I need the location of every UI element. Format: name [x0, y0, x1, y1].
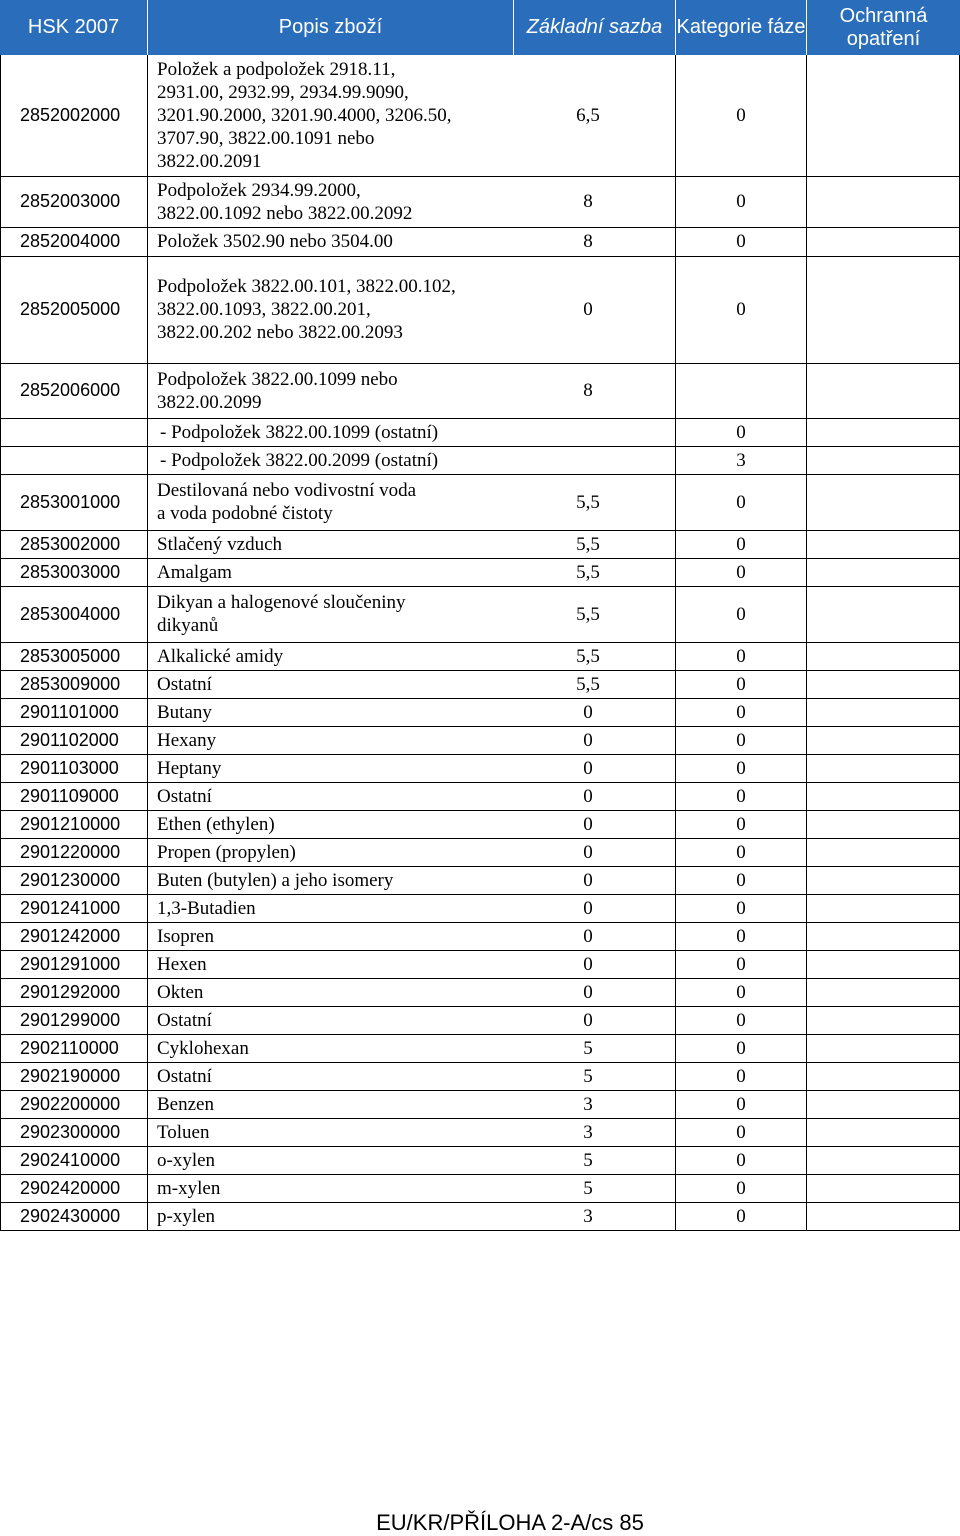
base-rate-cell: 0 — [583, 701, 593, 723]
row-divider — [0, 810, 960, 811]
category-cell: 0 — [736, 925, 746, 947]
row-divider — [0, 446, 960, 447]
description-cell: Ostatní — [157, 785, 212, 807]
row-divider — [0, 922, 960, 923]
base-rate-cell: 3 — [583, 1093, 593, 1115]
row-divider — [0, 866, 960, 867]
base-rate-cell: 0 — [583, 299, 593, 320]
category-cell: 0 — [736, 701, 746, 723]
description-cell: Buten (butylen) a jeho isomery — [157, 869, 394, 891]
category-cell: 0 — [736, 1093, 746, 1115]
category-cell: 0 — [736, 645, 746, 667]
column-divider — [147, 55, 148, 1230]
description-cell: Amalgam — [157, 561, 232, 583]
base-rate-cell: 5,5 — [576, 561, 600, 583]
row-divider — [0, 558, 960, 559]
row-divider — [0, 1090, 960, 1091]
base-rate-cell: 0 — [583, 757, 593, 779]
header-code: HSK 2007 — [27, 16, 120, 38]
header-safeguard: Ochranná opatření — [839, 4, 928, 50]
base-rate-cell: 0 — [583, 813, 593, 835]
hs-code-cell: 2901242000 — [20, 925, 121, 946]
base-rate-cell: 5,5 — [576, 673, 600, 695]
description-cell: Podpoložek 3822.00.1099 nebo — [157, 368, 398, 390]
column-divider — [0, 55, 1, 1230]
description-cell: 3822.00.2091 — [157, 151, 262, 172]
hs-code-cell: 2902110000 — [20, 1037, 119, 1058]
row-divider — [0, 256, 960, 257]
hs-code-cell: 2901103000 — [20, 757, 119, 778]
base-rate-cell: 0 — [583, 785, 593, 807]
row-divider — [0, 978, 960, 979]
hs-code-cell: 2901291000 — [20, 953, 121, 974]
description-cell: Položek 3502.90 nebo 3504.00 — [157, 231, 393, 252]
description-cell: Stlačený vzduch — [157, 533, 283, 555]
description-cell: 3707.90, 3822.00.1091 nebo — [157, 128, 375, 149]
category-cell: 0 — [736, 491, 746, 513]
header-base-rate: Základní sazba — [526, 16, 663, 38]
hs-code-cell: 2901292000 — [20, 981, 121, 1002]
table-header — [0, 0, 960, 55]
hs-code-cell: 2901230000 — [20, 869, 121, 890]
hs-code-cell: 2853005000 — [20, 645, 121, 666]
hs-code-cell: 2901220000 — [20, 841, 121, 862]
hs-code-cell: 2852006000 — [20, 380, 121, 400]
description-cell: 2931.00, 2932.99, 2934.99.9090, — [157, 82, 409, 103]
category-cell: 0 — [736, 981, 746, 1003]
tariff-table — [0, 55, 960, 1230]
row-divider — [0, 176, 960, 177]
hs-code-cell: 2852002000 — [20, 105, 121, 125]
description-cell: Hexany — [157, 729, 217, 751]
base-rate-cell: 5 — [583, 1149, 593, 1171]
row-divider — [0, 894, 960, 895]
category-cell: 0 — [736, 1009, 746, 1031]
row-divider — [0, 1174, 960, 1175]
category-cell: 0 — [736, 1149, 746, 1171]
base-rate-cell: 5 — [583, 1065, 593, 1087]
base-rate-cell: 8 — [583, 231, 593, 252]
column-divider — [806, 55, 807, 1230]
base-rate-cell: 8 — [583, 191, 593, 212]
category-cell: 0 — [736, 1121, 746, 1143]
hs-code-cell: 2853001000 — [20, 491, 121, 512]
base-rate-cell: 0 — [583, 869, 593, 891]
description-cell: Ostatní — [157, 1009, 212, 1031]
description-cell: Hexen — [157, 953, 207, 975]
description-cell: Položek a podpoložek 2918.11, — [157, 59, 396, 80]
hs-code-cell: 2902410000 — [20, 1149, 121, 1170]
hs-code-cell: 2901299000 — [20, 1009, 121, 1030]
category-cell: 0 — [736, 533, 746, 555]
category-cell: 0 — [736, 561, 746, 583]
category-cell: 0 — [736, 1065, 746, 1087]
category-cell: 0 — [736, 299, 746, 320]
category-cell: 0 — [736, 191, 746, 212]
base-rate-cell: 0 — [583, 841, 593, 863]
category-cell: 0 — [736, 953, 746, 975]
hs-code-cell: 2853009000 — [20, 673, 121, 694]
hs-code-cell: 2901241000 — [20, 897, 121, 918]
row-divider — [0, 838, 960, 839]
description-cell: Benzen — [157, 1093, 214, 1115]
base-rate-cell: 0 — [583, 897, 593, 919]
page-footer: EU/KR/PŘÍLOHA 2-A/cs 85 — [376, 1510, 644, 1535]
hs-code-cell: 2902190000 — [20, 1065, 121, 1086]
base-rate-cell: 0 — [583, 925, 593, 947]
hs-code-cell: 2852005000 — [20, 299, 121, 319]
row-divider — [0, 1006, 960, 1007]
description-cell: Okten — [157, 981, 204, 1003]
category-cell: 0 — [736, 105, 746, 126]
header-description: Popis zboží — [278, 16, 383, 38]
category-cell: 3 — [736, 449, 746, 471]
category-cell: 0 — [736, 813, 746, 835]
hs-code-cell: 2901101000 — [20, 701, 119, 722]
description-cell: Alkalické amidy — [157, 645, 284, 667]
description-cell: - Podpoložek 3822.00.1099 (ostatní) — [160, 421, 439, 443]
description-cell: - Podpoložek 3822.00.2099 (ostatní) — [160, 449, 439, 471]
row-divider — [0, 474, 960, 475]
row-divider — [0, 1118, 960, 1119]
row-divider — [0, 1230, 960, 1231]
category-cell: 0 — [736, 673, 746, 695]
row-divider — [0, 227, 960, 228]
category-cell: 0 — [736, 421, 746, 443]
description-cell: o-xylen — [157, 1149, 216, 1171]
category-cell: 0 — [736, 841, 746, 863]
description-cell: 3822.00.1092 nebo 3822.00.2092 — [157, 202, 413, 224]
description-cell: 1,3-Butadien — [157, 897, 256, 919]
row-divider — [0, 530, 960, 531]
description-cell: Cyklohexan — [157, 1037, 249, 1059]
base-rate-cell: 5 — [583, 1037, 593, 1059]
category-cell: 0 — [736, 897, 746, 919]
row-divider — [0, 754, 960, 755]
description-cell: Butany — [157, 701, 212, 723]
category-cell: 0 — [736, 603, 746, 625]
base-rate-cell: 5,5 — [576, 645, 600, 667]
row-divider — [0, 1062, 960, 1063]
base-rate-cell: 3 — [583, 1205, 593, 1227]
base-rate-cell: 5,5 — [576, 533, 600, 555]
description-cell: Ostatní — [157, 1065, 212, 1087]
description-cell: Podpoložek 2934.99.2000, — [157, 179, 361, 201]
hs-code-cell: 2902200000 — [20, 1093, 121, 1114]
base-rate-cell: 0 — [583, 953, 593, 975]
row-divider — [0, 950, 960, 951]
base-rate-cell: 5 — [583, 1177, 593, 1199]
hs-code-cell: 2853004000 — [20, 603, 121, 624]
base-rate-cell: 3 — [583, 1121, 593, 1143]
row-divider — [0, 726, 960, 727]
hs-code-cell: 2852003000 — [20, 191, 121, 211]
category-cell: 0 — [736, 785, 746, 807]
base-rate-cell: 0 — [583, 1009, 593, 1031]
category-cell: 0 — [736, 757, 746, 779]
description-cell: Podpoložek 3822.00.101, 3822.00.102, — [157, 276, 456, 297]
description-cell: Ostatní — [157, 673, 212, 695]
description-cell: Propen (propylen) — [157, 841, 296, 863]
base-rate-cell: 8 — [583, 380, 593, 401]
row-divider — [0, 782, 960, 783]
description-cell: Isopren — [157, 925, 214, 947]
base-rate-cell: 6,5 — [576, 105, 600, 126]
row-divider — [0, 418, 960, 419]
base-rate-cell: 5,5 — [576, 603, 600, 625]
description-cell: 3822.00.1093, 3822.00.201, — [157, 299, 371, 320]
description-cell: Dikyan a halogenové sloučeniny — [157, 592, 406, 613]
description-cell: Toluen — [157, 1121, 210, 1143]
row-divider — [0, 698, 960, 699]
category-cell: 0 — [736, 869, 746, 891]
hs-code-cell: 2902300000 — [20, 1121, 121, 1142]
description-cell: Destilovaná nebo vodivostní voda — [157, 480, 417, 501]
hs-code-cell: 2902420000 — [20, 1177, 121, 1198]
description-cell: p-xylen — [157, 1205, 216, 1227]
header-category: Kategorie fáze — [676, 16, 806, 38]
description-cell: Heptany — [157, 757, 222, 779]
category-cell: 0 — [736, 1177, 746, 1199]
base-rate-cell: 0 — [583, 729, 593, 751]
description-cell: 3822.00.202 nebo 3822.00.2093 — [157, 322, 403, 343]
category-cell: 0 — [736, 729, 746, 751]
hs-code-cell: 2853003000 — [20, 561, 121, 582]
hs-code-cell: 2852004000 — [20, 231, 121, 251]
description-cell: 3822.00.2099 — [157, 391, 262, 413]
row-divider — [0, 586, 960, 587]
hs-code-cell: 2901109000 — [20, 785, 119, 806]
row-divider — [0, 1146, 960, 1147]
category-cell: 0 — [736, 231, 746, 252]
description-cell: a voda podobné čistoty — [157, 503, 333, 524]
row-divider — [0, 1034, 960, 1035]
base-rate-cell: 5,5 — [576, 491, 600, 513]
description-cell: dikyanů — [157, 615, 219, 636]
row-divider — [0, 642, 960, 643]
row-divider — [0, 1202, 960, 1203]
category-cell: 0 — [736, 1205, 746, 1227]
hs-code-cell: 2901102000 — [20, 729, 119, 750]
description-cell: 3201.90.2000, 3201.90.4000, 3206.50, — [157, 105, 452, 126]
row-divider — [0, 670, 960, 671]
description-cell: Ethen (ethylen) — [157, 813, 275, 835]
base-rate-cell: 0 — [583, 981, 593, 1003]
category-cell: 0 — [736, 1037, 746, 1059]
hs-code-cell: 2901210000 — [20, 813, 121, 834]
hs-code-cell: 2853002000 — [20, 533, 121, 554]
description-cell: m-xylen — [157, 1177, 221, 1199]
row-divider — [0, 363, 960, 364]
hs-code-cell: 2902430000 — [20, 1205, 121, 1226]
